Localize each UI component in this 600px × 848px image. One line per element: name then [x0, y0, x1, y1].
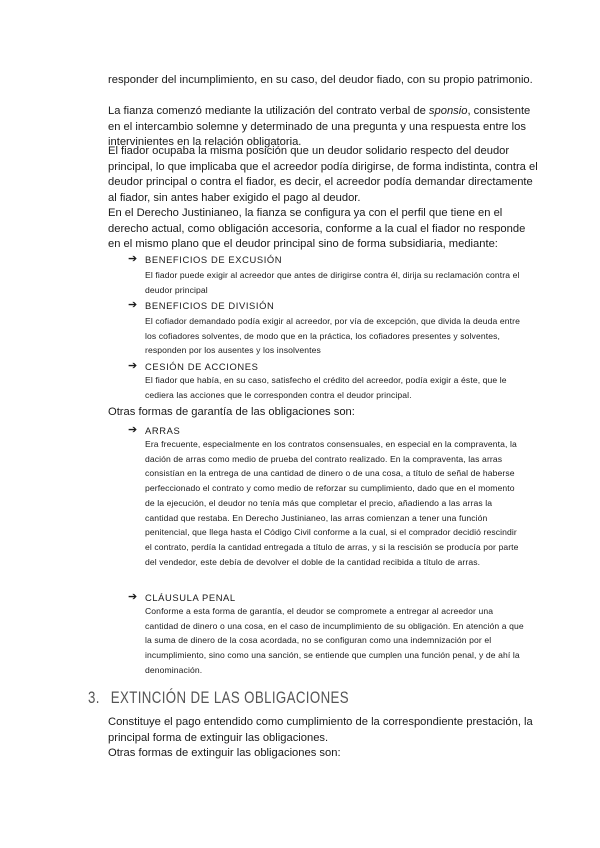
- arrow-bullet-icon: ➔: [128, 591, 138, 603]
- bullet-body: Era frecuente, especialmente en los contratos consensuales, en especial en la compraventa, la dación de arras como medio de prueba del contrato realizado. En la compraventa, las arras consistían en la entrega de una cantidad de dinero o de una cosa, a título de señal de haberse perfeccionado el contrato y como medio de reforzar su cumplimiento, dado que en el momento de la ejecución, el deudor no tenía más que completar el precio, añadiendo a las arras la cantidad que restaba. En Derecho Justinianeo, las arras comienzan a tener una función penitencial, que llega hasta el Código Civil conforme a la cual, si el comprador decidió rescindir el contrato, perdía la cantidad entregada a título de arras, y si la rescisión se producía por parte del vendedor, este debía de devolver el doble de la cantidad recibida a título de arras.: [145, 439, 519, 567]
- paragraph-sponsio-text-b: , consistente en el intercambio solemne y determinado de una pregunta y una respuesta entre los intervinientes en la relación obligatoria.: [108, 105, 531, 149]
- bullet-title: CLÁUSULA PENAL: [145, 592, 236, 603]
- bullet-body: Conforme a esta forma de garantía, el deudor se compromete a entregar al acreedor una cantidad de dinero o una cosa, en el caso de incumplimiento de su obligación. En atención a que la suma de dinero de la cosa acordada, no se configuran como una indemnización por el incumplimiento, sino como una sanción, se entiende que cumplen una función penal, y de ahí la denominación.: [145, 606, 524, 675]
- paragraph-otras-formas-extinguir: Otras formas de extinguir las obligaciones son:: [108, 747, 341, 759]
- bullet-title: ARRAS: [145, 425, 181, 436]
- paragraph-derecho-justinianeo: En el Derecho Justinianeo, la fianza se configura ya con el perfil que tiene en el derecho actual, como obligación accesoria, conforme a la cual el fiador no responde en el mismo plano que el deudor principal sino de forma subsidiaria, mediante:: [108, 207, 526, 251]
- paragraph-pago: Constituye el pago entendido como cumplimiento de la correspondiente prestación, la principal forma de extinguir las obligaciones.: [108, 716, 533, 744]
- sponsio-term: sponsio: [428, 105, 468, 117]
- paragraph-sponsio-text-a: La fianza comenzó mediante la utilización del contrato verbal de: [108, 105, 429, 117]
- arrow-bullet-icon: ➔: [128, 424, 138, 436]
- bullet-title: BENEFICIOS DE EXCUSIÓN: [145, 254, 283, 265]
- bullet-title: BENEFICIOS DE DIVISIÓN: [145, 300, 275, 311]
- arrow-bullet-icon: ➔: [128, 253, 138, 265]
- arrow-bullet-icon: ➔: [128, 299, 138, 311]
- bullet-body: El cofiador demandado podía exigir al acreedor, por vía de excepción, que divida la deuda entre los cofiadores solventes, de modo que en la práctica, los cofiadores presentes y solventes, responden por los ausentes y los insolventes: [145, 316, 520, 356]
- section-number: 3.: [88, 688, 100, 707]
- arrow-bullet-icon: ➔: [128, 360, 138, 372]
- paragraph-otras-garantias: Otras formas de garantía de las obligaciones son:: [108, 406, 355, 418]
- paragraph-fiador-solidario: El fiador ocupaba la misma posición que un deudor solidario respecto del deudor principal, lo que implicaba que el acreedor podía dirigirse, de forma indistinta, contra el deudor principal o contra el fiador, es decir, el acreedor podía demandar directamente al fiador, sin antes haber exigido el pago al deudor.: [108, 145, 538, 204]
- section-title: EXTINCIÓN DE LAS OBLIGACIONES: [110, 688, 350, 707]
- section-heading: [88, 688, 349, 708]
- bullet-body: El fiador que había, en su caso, satisfecho el crédito del acreedor, podía exigir a éste, que le cediera las acciones que le corresponden contra el deudor principal.: [145, 375, 507, 400]
- bullet-title: CESIÓN DE ACCIONES: [145, 361, 259, 372]
- paragraph-patrimonio: responder del incumplimiento, en su caso, del deudor fiado, con su propio patrimonio.: [108, 74, 533, 86]
- bullet-body: El fiador puede exigir al acreedor que antes de dirigirse contra él, dirija su reclamación contra el deudor principal: [145, 270, 520, 295]
